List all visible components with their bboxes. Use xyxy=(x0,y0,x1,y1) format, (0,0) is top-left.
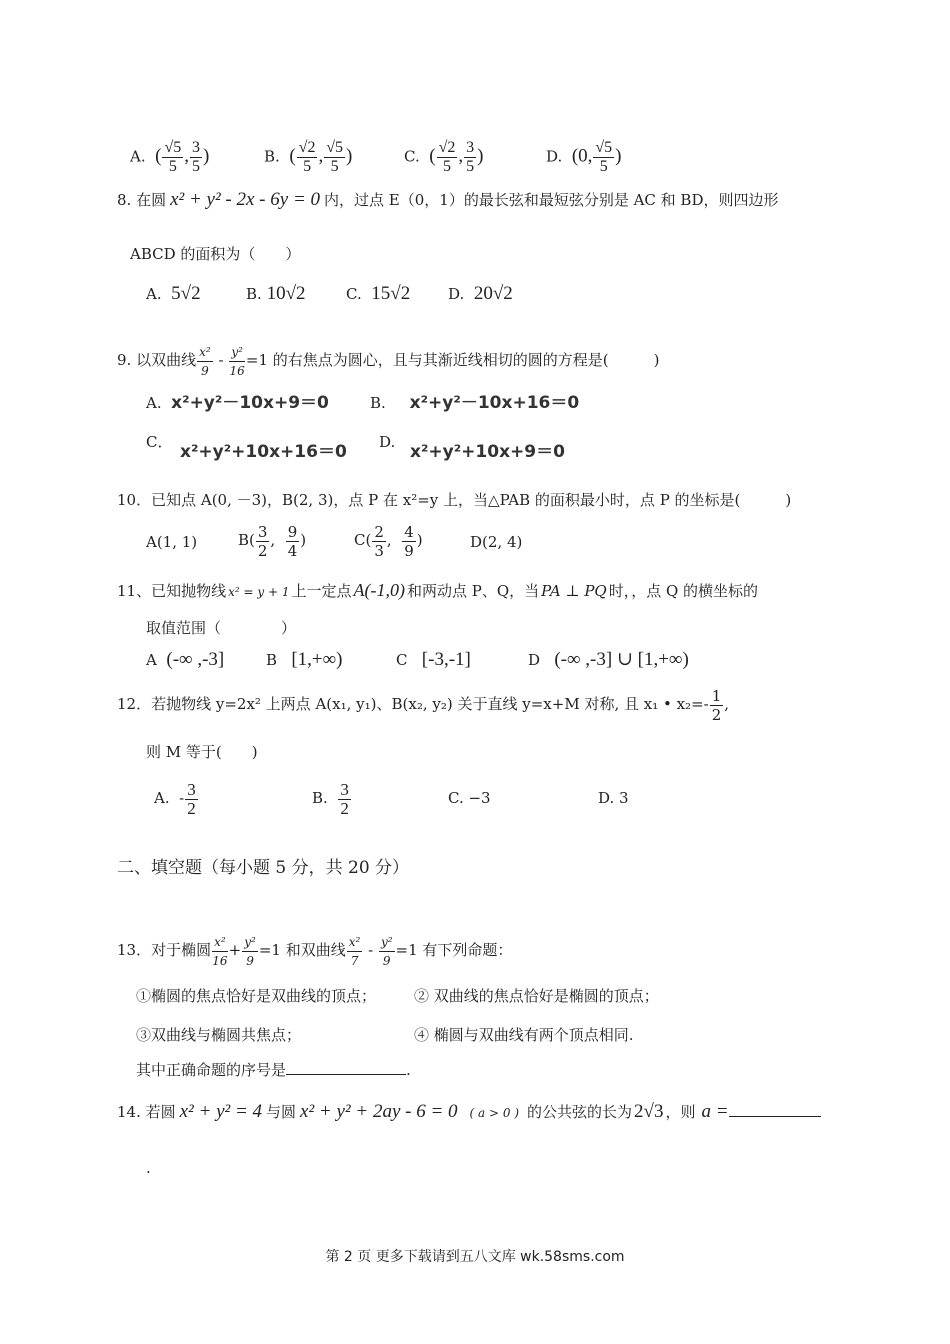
comma: , xyxy=(270,531,276,549)
option-label: D xyxy=(528,651,541,669)
paren: ) xyxy=(300,531,307,549)
q13-answer-line xyxy=(136,1060,411,1080)
fraction xyxy=(162,139,183,176)
answer-prompt: 其中正确命题的序号是 xyxy=(136,1061,287,1079)
denominator: 9 xyxy=(404,541,414,560)
denominator: 9 xyxy=(201,363,209,378)
q8-text: 内，过点 E（0，1）的最长弦和最短弦分别是 AC 和 BD，则四边形 xyxy=(324,191,779,209)
fraction xyxy=(286,523,300,560)
denominator: 5 xyxy=(192,158,201,175)
q10-option-c xyxy=(354,520,423,560)
option-label: D. xyxy=(448,285,465,303)
fraction xyxy=(190,139,202,176)
q9-option-d xyxy=(379,432,395,452)
q11-text: 上一定点 xyxy=(291,582,352,600)
option-value: 15√2 xyxy=(371,283,411,304)
numerator: 9 xyxy=(287,522,298,541)
q14-equation-2: x² + y² + 2ay - 6 = 0 xyxy=(300,1101,458,1122)
q13-statement-3: ③双曲线与椭圆共焦点； xyxy=(136,1026,302,1044)
q8-stem xyxy=(117,190,779,210)
q10-option-b xyxy=(238,520,306,560)
q11-option-a xyxy=(146,650,224,670)
section-heading: 二、填空题（每小题 5 分，共 20 分） xyxy=(117,858,410,878)
numerator: √2 xyxy=(438,139,456,156)
option-label: A. xyxy=(130,147,146,166)
option-value: 10√2 xyxy=(266,283,306,304)
denominator: 16 xyxy=(229,363,245,378)
fraction xyxy=(212,933,228,970)
fraction xyxy=(593,139,614,176)
q11-option-b xyxy=(266,650,343,670)
minus-sign: - xyxy=(218,351,224,369)
denominator: 5 xyxy=(442,158,451,175)
q14-text: 与圆 xyxy=(266,1103,297,1121)
q11-option-d xyxy=(528,650,689,670)
option-label: D. xyxy=(546,147,563,166)
numerator: √5 xyxy=(164,139,182,156)
option-label: B. xyxy=(370,394,386,412)
paren: ) xyxy=(345,145,353,167)
denominator: 16 xyxy=(212,953,228,968)
q13-statement-2: ② 双曲线的焦点恰好是椭圆的顶点； xyxy=(414,987,659,1005)
q8-option-c xyxy=(346,284,410,304)
option-value: x²+y²－10x+16＝0 xyxy=(409,393,580,413)
paren: (0, xyxy=(571,145,593,167)
option-value: (-∞ ,-3] xyxy=(166,649,225,670)
numerator: √2 xyxy=(298,139,316,156)
comma: , xyxy=(184,145,190,167)
option-label: A. xyxy=(146,394,162,412)
numerator: √5 xyxy=(326,139,343,156)
option-value: [-3,-1] xyxy=(421,649,471,670)
denominator: 5 xyxy=(466,158,475,175)
answer-blank[interactable] xyxy=(729,1102,821,1117)
q14-text: 的公共弦的长为 xyxy=(527,1103,633,1121)
q10-option-a: A(1, 1) xyxy=(146,533,198,551)
q14-condition: ( a > 0 ) xyxy=(469,1106,519,1120)
q8-prefix: 8. 在圆 xyxy=(117,191,167,209)
q13-statement-1: ①椭圆的焦点恰好是双曲线的顶点； xyxy=(136,987,377,1005)
numerator: 3 xyxy=(466,139,475,156)
q12-stem-line2: 则 M 等于( ) xyxy=(146,743,258,761)
q10-option-d: D(2, 4) xyxy=(470,533,523,551)
q14-length: 2√3 xyxy=(634,1101,664,1122)
fraction xyxy=(372,523,386,560)
numerator: x² xyxy=(347,933,363,952)
option-label: D. xyxy=(379,433,396,451)
numerator: √5 xyxy=(595,139,613,156)
paren: ( xyxy=(429,145,436,167)
q11-equation: x² = y + 1 xyxy=(228,585,290,599)
q9-prefix: 9. 以双曲线 xyxy=(117,351,197,369)
q10-stem: 10．已知点 A(0, －3)，B(2, 3)，点 P 在 x²=y 上，当△PAB 的面积最小时，点 P 的坐标是( ) xyxy=(117,491,792,509)
comma: , xyxy=(318,145,324,167)
q14-end-period: . xyxy=(146,1159,151,1177)
q9-option-c-value xyxy=(180,442,347,462)
fraction xyxy=(402,523,416,560)
option-label: B( xyxy=(238,531,255,549)
fraction xyxy=(242,933,258,970)
numerator: 3 xyxy=(257,522,268,541)
q9-option-d-value xyxy=(410,442,565,462)
option-label: A xyxy=(146,651,157,669)
q9-stem xyxy=(117,340,660,380)
minus-sign: - xyxy=(368,941,374,959)
option-label: B. xyxy=(312,789,328,807)
option-value: x²+y²－10x+9＝0 xyxy=(171,393,329,413)
fraction xyxy=(256,523,270,560)
q7-option-c xyxy=(404,139,483,176)
q11-option-c xyxy=(396,650,471,670)
option-label: B. xyxy=(246,285,262,303)
option-label: C． xyxy=(146,433,173,451)
option-value: (-∞ ,-3] ∪ [1,+∞) xyxy=(554,649,689,670)
fraction xyxy=(338,781,351,818)
q9-option-b xyxy=(370,393,579,413)
paren: ( xyxy=(155,145,162,167)
denominator: 5 xyxy=(168,158,177,175)
denominator: 7 xyxy=(350,953,359,968)
period: . xyxy=(406,1061,411,1079)
fraction xyxy=(437,139,458,176)
numerator: y² xyxy=(242,933,258,952)
option-value: [1,+∞) xyxy=(291,649,343,670)
paren: ) xyxy=(203,145,210,167)
option-label: C. xyxy=(346,285,362,303)
q8-stem-line2: ABCD 的面积为（ ） xyxy=(130,245,301,263)
page-footer: 第 2 页 更多下载请到五八文库 wk.58sms.com xyxy=(325,1249,625,1265)
denominator: 2 xyxy=(711,705,722,724)
q9-text: =1 的右焦点为圆心，且与其渐近线相切的圆的方程是( ) xyxy=(245,351,660,369)
denominator: 3 xyxy=(374,541,384,560)
q7-option-d xyxy=(546,139,622,176)
numerator: y² xyxy=(229,343,245,362)
denominator: 5 xyxy=(303,158,312,175)
q9-option-c xyxy=(146,432,172,452)
comma: , xyxy=(724,695,730,713)
fraction xyxy=(229,343,245,380)
option-label: A. xyxy=(146,285,162,303)
q12-text: 12．若抛物线 y=2x² 上两点 A(x₁, y₁)、B(x₂, y₂) 关于直线 y=x+M 对称, 且 x₁ • x₂=- xyxy=(117,695,709,713)
fraction xyxy=(379,933,395,970)
q11-text: 和两动点 P、Q，当 xyxy=(406,582,540,600)
fraction xyxy=(464,139,476,176)
denominator: 5 xyxy=(599,158,608,175)
numerator: 3 xyxy=(187,779,196,799)
q11-stem xyxy=(117,580,758,602)
q8-option-d xyxy=(448,284,513,304)
numerator: x² xyxy=(197,343,213,362)
denominator: 4 xyxy=(287,541,298,560)
q9-option-a xyxy=(146,393,329,413)
answer-blank[interactable] xyxy=(286,1060,406,1075)
numerator: x² xyxy=(212,933,228,952)
denominator: 9 xyxy=(382,953,391,968)
denominator: 2 xyxy=(340,798,349,818)
q13-statement-4: ④ 椭圆与双曲线有两个顶点相同. xyxy=(414,1026,634,1044)
option-value: 5√2 xyxy=(171,283,201,304)
option-label: A. xyxy=(154,789,170,807)
minus-sign: - xyxy=(179,789,185,807)
numerator: 4 xyxy=(404,522,414,541)
q12-option-b xyxy=(312,776,352,820)
numerator: 1 xyxy=(711,686,722,705)
q14-variable: a = xyxy=(701,1101,729,1122)
fraction xyxy=(297,139,318,176)
q12-stem xyxy=(117,684,729,724)
q11-stem-line2: 取值范围（ ） xyxy=(146,619,297,637)
option-label: B xyxy=(266,651,278,669)
q8-option-a xyxy=(146,284,201,304)
paren: ) xyxy=(477,145,484,167)
paren: ( xyxy=(289,145,296,167)
option-label: C( xyxy=(354,531,372,549)
numerator: y² xyxy=(379,933,395,952)
q7-option-b xyxy=(264,139,352,176)
denominator: 5 xyxy=(330,158,339,175)
q14-equation-1: x² + y² = 4 xyxy=(179,1101,263,1122)
q12-option-a xyxy=(154,776,199,820)
paren: ) xyxy=(615,145,622,167)
q11-prefix: 11、已知抛物线 xyxy=(117,582,227,600)
paren: ) xyxy=(416,531,423,549)
option-label: C xyxy=(396,651,408,669)
q8-equation: x² + y² - 2x - 6y = 0 xyxy=(170,189,321,210)
numerator: 3 xyxy=(192,139,201,156)
option-value: 20√2 xyxy=(473,283,513,304)
fraction xyxy=(197,343,213,380)
q13-prefix: 13．对于椭圆 xyxy=(117,941,212,959)
q14-text: ，则 xyxy=(665,1103,696,1121)
fraction xyxy=(185,781,198,818)
option-value: x²+y²+10x+16＝0 xyxy=(180,442,347,462)
q13-text: =1 和双曲线 xyxy=(258,941,346,959)
denominator: 2 xyxy=(257,541,268,560)
comma: , xyxy=(458,145,464,167)
q14-stem xyxy=(117,1102,821,1123)
option-label: B. xyxy=(264,147,280,166)
numerator: 3 xyxy=(340,779,349,799)
q13-text: =1 有下列命题： xyxy=(395,941,513,959)
q11-condition: PA ⊥ PQ xyxy=(541,582,607,600)
fraction xyxy=(324,139,345,176)
q11-point: A(-1,0) xyxy=(353,580,405,600)
fraction xyxy=(710,687,724,724)
q8-option-b xyxy=(246,284,306,304)
q11-text: 时，，点 Q 的横坐标的 xyxy=(608,582,759,600)
option-value: x²+y²+10x+9＝0 xyxy=(410,442,565,462)
comma: , xyxy=(386,531,392,549)
denominator: 9 xyxy=(246,953,254,968)
fraction xyxy=(347,933,363,970)
q12-option-d: D. 3 xyxy=(598,789,629,807)
denominator: 2 xyxy=(187,798,196,818)
option-label: C. xyxy=(404,147,420,166)
q13-stem xyxy=(117,930,512,970)
q14-prefix: 14. 若圆 xyxy=(117,1103,176,1121)
q12-option-c: C. −3 xyxy=(448,789,491,807)
numerator: 2 xyxy=(374,522,384,541)
q7-option-a xyxy=(130,139,209,176)
plus-sign: + xyxy=(228,941,242,959)
